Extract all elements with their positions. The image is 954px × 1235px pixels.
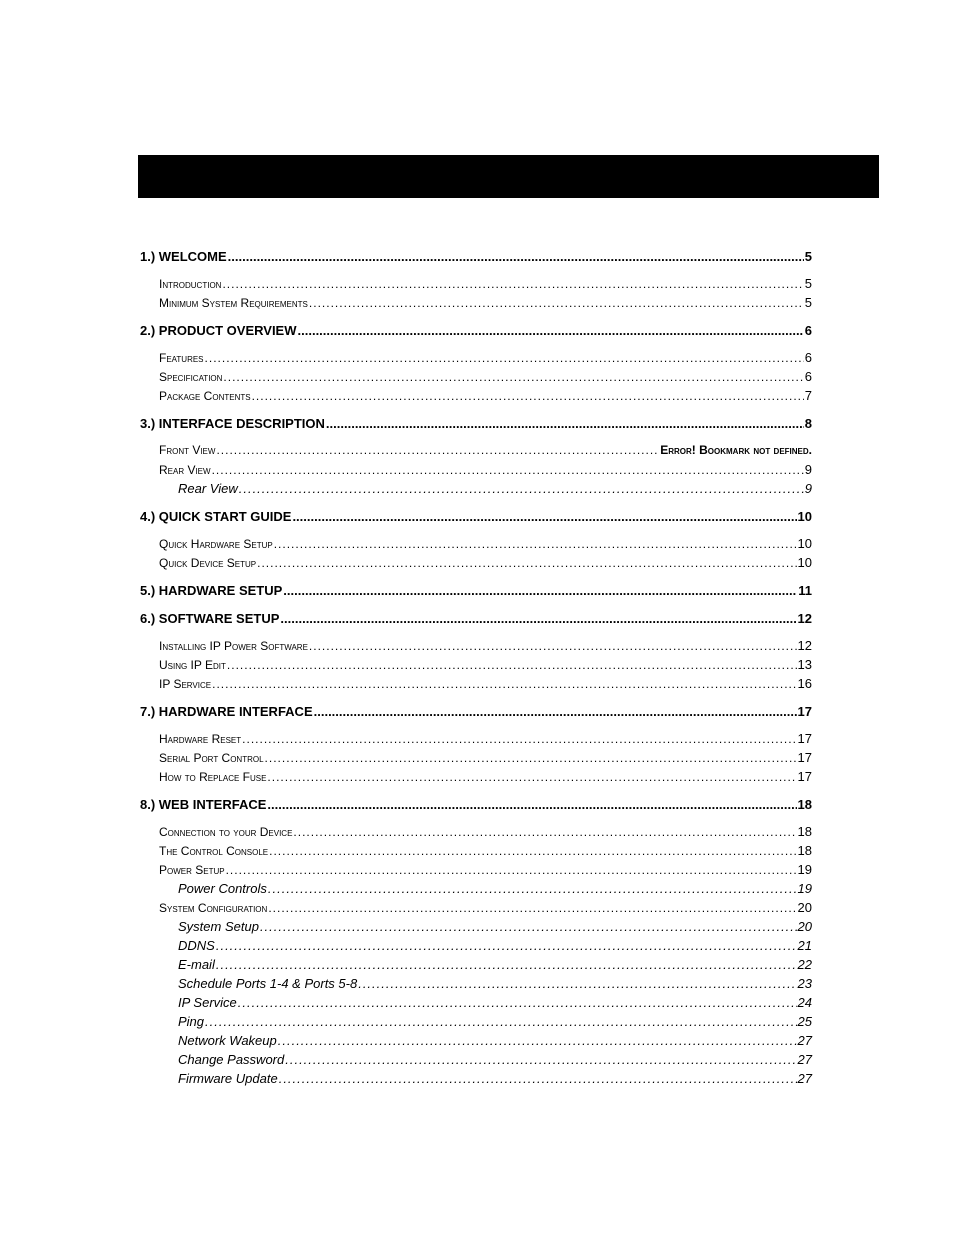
toc-entry-title: Specification xyxy=(159,370,223,384)
toc-entry-title: 4.) QUICK START GUIDE xyxy=(140,509,292,524)
toc-entry-page: 5 xyxy=(804,295,812,310)
dot-leader xyxy=(285,1050,796,1069)
toc-entry-title: Package Contents xyxy=(159,389,251,403)
dot-leader xyxy=(216,955,797,974)
toc-entry[interactable] xyxy=(140,321,812,340)
toc-entry-title: Serial Port Control xyxy=(159,751,264,765)
toc-entry-title: Introduction xyxy=(159,277,222,291)
dot-leader xyxy=(212,675,796,694)
toc-entry[interactable] xyxy=(140,729,812,748)
dot-leader xyxy=(222,275,803,294)
dot-leader xyxy=(238,993,797,1012)
toc-entry[interactable] xyxy=(140,274,812,293)
toc-entry-title: Power Setup xyxy=(159,863,225,877)
toc-entry[interactable] xyxy=(140,822,812,841)
dot-leader xyxy=(226,861,797,880)
dot-leader xyxy=(314,702,797,721)
toc-entry-title: Installing IP Power Software xyxy=(159,639,308,653)
toc-entry-title: System Setup xyxy=(178,919,259,934)
toc-entry-page: 23 xyxy=(797,976,812,991)
toc-entry[interactable] xyxy=(140,414,812,433)
toc-entry-page: 20 xyxy=(797,900,812,915)
dot-leader xyxy=(279,1069,797,1088)
dot-leader xyxy=(280,609,796,628)
toc-entry[interactable] xyxy=(140,1031,812,1050)
toc-entry[interactable] xyxy=(140,1069,812,1088)
toc-entry-page: 13 xyxy=(797,657,812,672)
toc-entry-page: 18 xyxy=(797,843,812,858)
toc-entry-page: 19 xyxy=(797,862,812,877)
toc-entry[interactable] xyxy=(140,534,812,553)
toc-entry-page: 9 xyxy=(804,481,812,496)
toc-entry-title: System Configuration xyxy=(159,901,268,915)
toc-entry[interactable] xyxy=(140,636,812,655)
header-banner xyxy=(138,155,879,198)
dot-leader xyxy=(205,1012,797,1031)
toc-entry-title: Quick Device Setup xyxy=(159,556,257,570)
dot-leader xyxy=(223,368,803,387)
dot-leader xyxy=(205,349,804,368)
dot-leader xyxy=(358,974,796,993)
dot-leader xyxy=(212,461,804,480)
toc-entry-title: 8.) WEB INTERFACE xyxy=(140,797,267,812)
toc-entry-page: 10 xyxy=(797,555,812,570)
toc-entry-title: Rear View xyxy=(159,463,211,477)
toc-entry[interactable] xyxy=(140,795,812,814)
toc-entry[interactable] xyxy=(140,553,812,572)
toc-entry-title: DDNS xyxy=(178,938,215,953)
toc-entry[interactable] xyxy=(140,974,812,993)
dot-leader xyxy=(257,554,796,573)
toc-entry-title: Ping xyxy=(178,1014,205,1029)
toc-entry-page: 10 xyxy=(797,536,812,551)
toc-entry-page: 12 xyxy=(797,638,812,653)
toc-entry-title: Minimum System Requirements xyxy=(159,296,308,310)
toc-entry[interactable] xyxy=(140,841,812,860)
dot-leader xyxy=(268,879,797,898)
toc-entry-page: 22 xyxy=(797,957,812,972)
toc-entry-title: Rear View xyxy=(178,481,238,496)
toc-entry-title: Using IP Edit xyxy=(159,658,226,672)
toc-entry[interactable] xyxy=(140,879,812,898)
toc-entry[interactable] xyxy=(140,917,812,936)
toc-entry-page: 6 xyxy=(804,369,812,384)
toc-entry-page: 7 xyxy=(804,388,812,403)
dot-leader xyxy=(326,414,804,433)
dot-leader xyxy=(269,842,796,861)
toc-entry-page: 10 xyxy=(797,509,812,524)
toc-entry-title: 3.) INTERFACE DESCRIPTION xyxy=(140,416,325,431)
toc-entry[interactable] xyxy=(140,581,812,600)
toc-entry[interactable] xyxy=(140,674,812,693)
dot-leader xyxy=(267,795,796,814)
toc-entry[interactable] xyxy=(140,898,812,917)
toc-entry-page: 17 xyxy=(797,769,812,784)
toc-entry[interactable] xyxy=(140,1050,812,1069)
table-of-contents xyxy=(140,247,812,1088)
toc-entry-page: 6 xyxy=(804,350,812,365)
toc-entry-page: 9 xyxy=(804,462,812,477)
dot-leader xyxy=(252,387,804,406)
toc-entry-title: Network Wakeup xyxy=(178,1033,277,1048)
toc-entry-title: IP Service xyxy=(159,677,212,691)
toc-entry[interactable] xyxy=(140,955,812,974)
toc-entry[interactable] xyxy=(140,386,812,405)
toc-entry-title: 5.) HARDWARE SETUP xyxy=(140,583,283,598)
toc-entry-title: Schedule Ports 1-4 & Ports 5-8 xyxy=(178,976,358,991)
dot-leader xyxy=(228,247,804,266)
toc-entry[interactable] xyxy=(140,655,812,674)
toc-entry[interactable] xyxy=(140,936,812,955)
toc-entry[interactable] xyxy=(140,460,812,479)
toc-entry[interactable] xyxy=(140,247,812,266)
toc-entry-page: 18 xyxy=(797,797,812,812)
toc-entry-title: Hardware Reset xyxy=(159,732,242,746)
toc-entry-page: 27 xyxy=(797,1052,812,1067)
dot-leader xyxy=(267,768,796,787)
toc-entry-title: 2.) PRODUCT OVERVIEW xyxy=(140,323,297,338)
dot-leader xyxy=(293,823,796,842)
toc-entry-page: 17 xyxy=(797,731,812,746)
toc-entry-title: Firmware Update xyxy=(178,1071,278,1086)
dot-leader xyxy=(309,637,797,656)
toc-entry-page: Error! Bookmark not defined. xyxy=(660,443,812,457)
dot-leader xyxy=(309,294,804,313)
toc-entry-page: 11 xyxy=(798,583,812,598)
toc-entry-title: 6.) SOFTWARE SETUP xyxy=(140,611,280,626)
toc-entry-page: 19 xyxy=(797,881,812,896)
toc-entry-page: 17 xyxy=(797,750,812,765)
toc-entry-title: Change Password xyxy=(178,1052,285,1067)
dot-leader xyxy=(239,479,804,498)
toc-entry-page: 24 xyxy=(797,995,812,1010)
dot-leader xyxy=(274,535,797,554)
toc-entry-page: 12 xyxy=(797,611,812,626)
toc-entry-page: 27 xyxy=(797,1071,812,1086)
toc-entry-title: IP Service xyxy=(178,995,237,1010)
toc-entry-page: 27 xyxy=(797,1033,812,1048)
toc-entry-page: 17 xyxy=(797,704,812,719)
toc-entry-page: 21 xyxy=(797,938,812,953)
dot-leader xyxy=(268,899,796,918)
toc-entry-title: Front View xyxy=(159,443,216,457)
dot-leader xyxy=(278,1031,797,1050)
toc-entry[interactable] xyxy=(140,993,812,1012)
toc-entry[interactable] xyxy=(140,702,812,721)
toc-entry-page: 16 xyxy=(797,676,812,691)
dot-leader xyxy=(242,730,796,749)
dot-leader xyxy=(298,321,804,340)
toc-entry-title: Features xyxy=(159,351,204,365)
toc-entry-page: 5 xyxy=(804,276,812,291)
toc-entry-page: 5 xyxy=(804,249,812,264)
toc-entry-title: 1.) WELCOME xyxy=(140,249,227,264)
toc-entry-page: 6 xyxy=(804,323,812,338)
toc-entry-title: Quick Hardware Setup xyxy=(159,537,273,551)
toc-entry[interactable] xyxy=(140,860,812,879)
toc-entry-page: 20 xyxy=(797,919,812,934)
dot-leader xyxy=(260,917,797,936)
toc-entry[interactable] xyxy=(140,1012,812,1031)
toc-entry-page: 18 xyxy=(797,824,812,839)
dot-leader xyxy=(216,936,797,955)
dot-leader xyxy=(292,507,796,526)
toc-entry[interactable] xyxy=(140,293,812,312)
toc-entry-title: E-mail xyxy=(178,957,215,972)
toc-entry[interactable] xyxy=(140,767,812,786)
toc-entry-title: Connection to your Device xyxy=(159,825,293,839)
toc-entry-title: Power Controls xyxy=(178,881,267,896)
toc-entry-title: 7.) HARDWARE INTERFACE xyxy=(140,704,313,719)
toc-entry[interactable] xyxy=(140,479,812,498)
dot-leader xyxy=(265,749,797,768)
dot-leader xyxy=(283,581,797,600)
dot-leader xyxy=(216,441,659,460)
toc-entry[interactable] xyxy=(140,507,812,526)
toc-entry-page: 8 xyxy=(804,416,812,431)
toc-entry-title: How to Replace Fuse xyxy=(159,770,267,784)
toc-entry-page: 25 xyxy=(797,1014,812,1029)
toc-entry[interactable] xyxy=(140,609,812,628)
toc-entry[interactable] xyxy=(140,348,812,367)
dot-leader xyxy=(227,656,797,675)
toc-entry-title: The Control Console xyxy=(159,844,269,858)
toc-entry[interactable] xyxy=(140,748,812,767)
toc-entry[interactable] xyxy=(140,367,812,386)
toc-entry[interactable] xyxy=(140,441,812,460)
